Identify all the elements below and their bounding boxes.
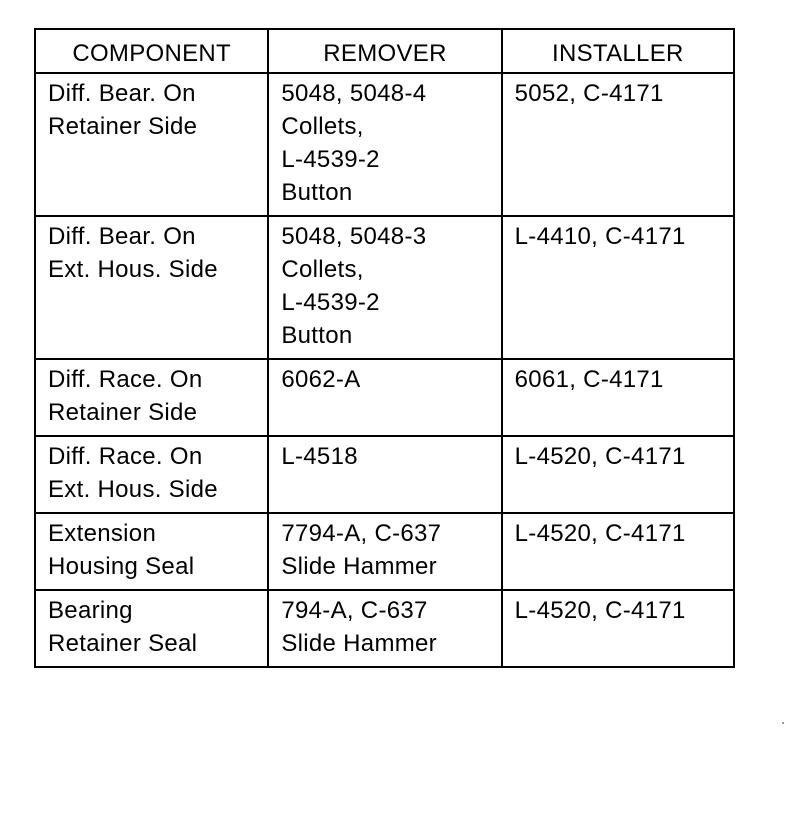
table-row xyxy=(35,216,734,359)
cell-text: L-4539-2 xyxy=(281,146,380,173)
remover-cell xyxy=(268,216,501,359)
cell-text: Ext. Hous. Side xyxy=(48,256,218,283)
cell-text: Diff. Race. On xyxy=(48,443,203,470)
cell-text: 794-A, C-637 xyxy=(281,597,428,624)
cell-text: 6061, C-4171 xyxy=(514,366,664,393)
cell-text: Extension xyxy=(48,520,157,547)
component-cell xyxy=(35,216,268,359)
component-cell xyxy=(35,513,268,590)
remover-cell xyxy=(268,73,501,216)
cell-text: L-4539-2 xyxy=(281,289,380,316)
cell-text: Collets, xyxy=(281,113,364,140)
installer-cell xyxy=(502,216,734,359)
component-cell xyxy=(35,436,268,513)
installer-cell xyxy=(502,590,734,667)
scan-speck xyxy=(782,722,784,724)
cell-text: Button xyxy=(281,322,353,349)
cell-text: Diff. Bear. On xyxy=(48,223,196,250)
cell-text: L-4520, C-4171 xyxy=(514,520,686,547)
cell-text: 5052, C-4171 xyxy=(514,80,664,107)
cell-text: L-4520, C-4171 xyxy=(514,443,686,470)
cell-text: 5048, 5048-3 xyxy=(281,223,427,250)
cell-text: Slide Hammer xyxy=(281,630,437,657)
cell-text: Diff. Race. On xyxy=(48,366,203,393)
table-row xyxy=(35,436,734,513)
table-body xyxy=(35,73,734,667)
header-component: COMPONENT xyxy=(35,29,268,73)
remover-cell xyxy=(268,436,501,513)
header-row xyxy=(35,29,734,73)
cell-text: Collets, xyxy=(281,256,364,283)
component-cell xyxy=(35,359,268,436)
cell-text: Ext. Hous. Side xyxy=(48,476,218,503)
cell-text: Bearing xyxy=(48,597,133,624)
remover-cell xyxy=(268,590,501,667)
component-cell xyxy=(35,73,268,216)
remover-cell xyxy=(268,513,501,590)
cell-text: Diff. Bear. On xyxy=(48,80,196,107)
table-row xyxy=(35,73,734,216)
installer-cell xyxy=(502,73,734,216)
cell-text: L-4520, C-4171 xyxy=(514,597,686,624)
tool-table xyxy=(34,28,735,668)
cell-text: L-4410, C-4171 xyxy=(514,223,686,250)
table-row xyxy=(35,590,734,667)
cell-text: Housing Seal xyxy=(48,553,195,580)
installer-cell xyxy=(502,436,734,513)
cell-text: 5048, 5048-4 xyxy=(281,80,427,107)
cell-text: 6062-A xyxy=(281,366,361,393)
installer-cell xyxy=(502,359,734,436)
table-row xyxy=(35,359,734,436)
header-remover: REMOVER xyxy=(268,29,501,73)
installer-cell xyxy=(502,513,734,590)
cell-text: Retainer Side xyxy=(48,399,198,426)
header-installer: INSTALLER xyxy=(502,29,734,73)
cell-text: L-4518 xyxy=(281,443,358,470)
cell-text: 7794-A, C-637 xyxy=(281,520,442,547)
table-header xyxy=(35,29,734,73)
cell-text: Slide Hammer xyxy=(281,553,437,580)
table-row xyxy=(35,513,734,590)
remover-cell xyxy=(268,359,501,436)
cell-text: Retainer Side xyxy=(48,113,198,140)
cell-text: Button xyxy=(281,179,353,206)
component-cell xyxy=(35,590,268,667)
cell-text: Retainer Seal xyxy=(48,630,198,657)
